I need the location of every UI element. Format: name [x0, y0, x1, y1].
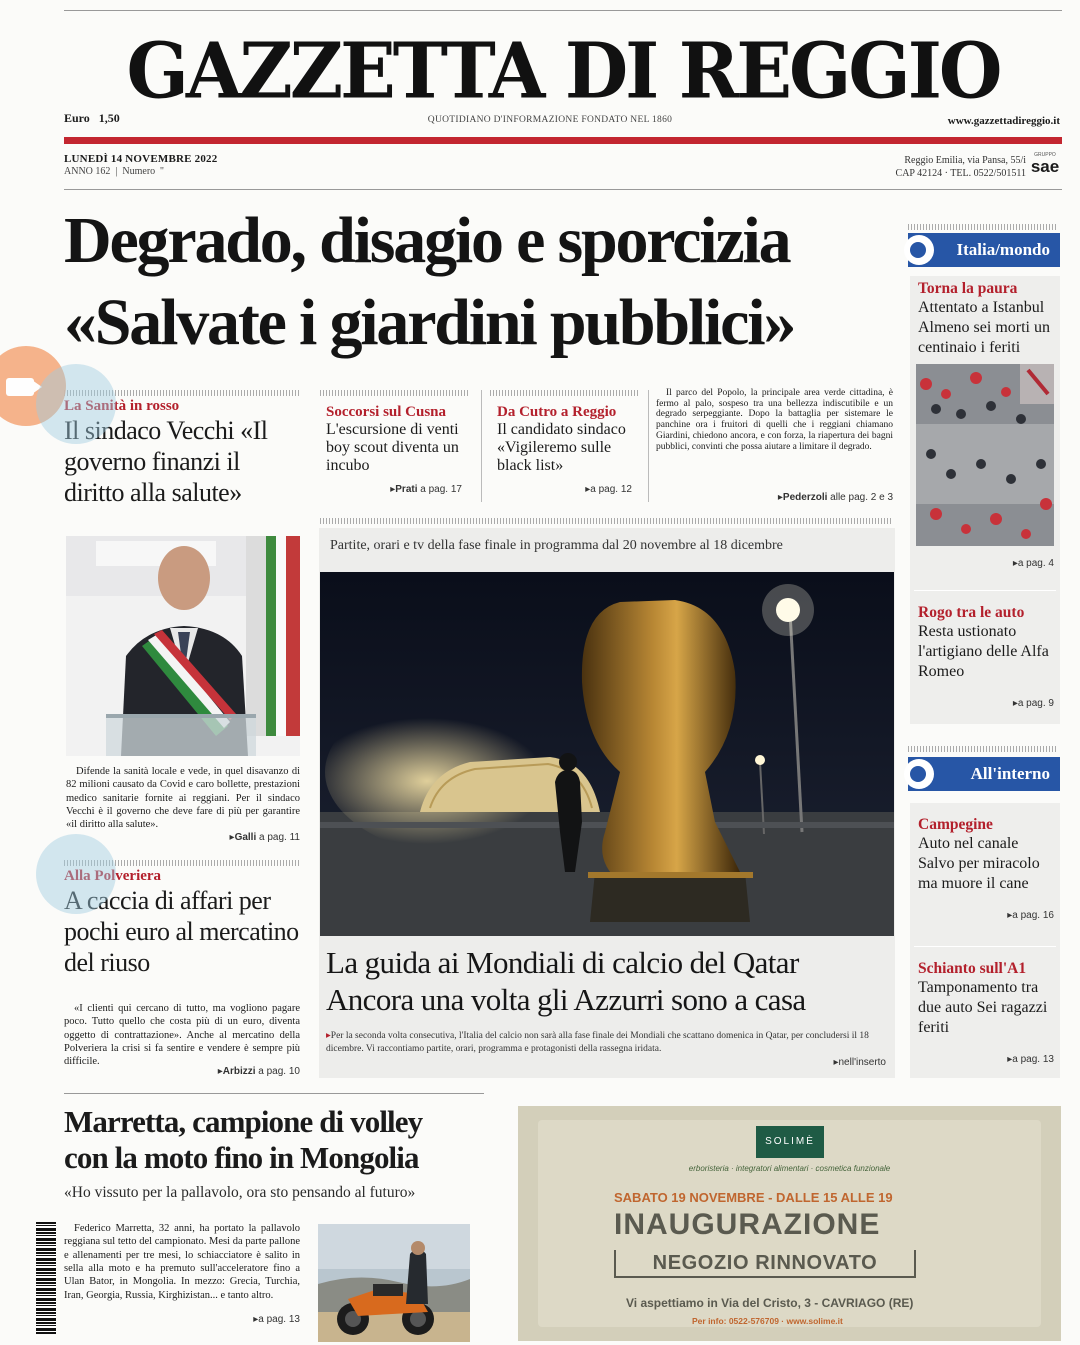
website-link[interactable]: www.gazzettadireggio.it	[947, 115, 1060, 127]
right-rule-2	[908, 746, 1058, 752]
story-rogo-kicker: Rogo tra le auto	[918, 604, 1025, 621]
a1-pageref[interactable]: ▸a pag. 13	[1007, 1054, 1054, 1065]
pederzoli-page: alle pag. 2 e 3	[830, 492, 893, 503]
mid-rule-1	[320, 390, 470, 396]
mid-divider	[481, 390, 482, 502]
bottom-rule	[64, 1093, 484, 1094]
world-cup-ref-text: nell'inserto	[838, 1057, 886, 1068]
park-body: Il parco del Popolo, la principale area verde cittadina, è fermo al palo, sospeso tra una bellezza indiscutibile e un degrado serpeggiante. Dopo la battaglia per sistemare le panchine ora i fruitori di quelli che i reggiani chiamano Giardini, chiedono ancora, e con forza, la riapertura dei bagni pubblici, convinti che possa aiutare a limitare il degrado.	[656, 388, 893, 452]
section-marker-icon	[904, 235, 934, 265]
masthead-red-rule	[64, 137, 1062, 144]
world-cup-ref[interactable]: ▸nell'inserto	[833, 1057, 886, 1068]
bullet-arrow-icon: ▸	[326, 1031, 331, 1041]
ad-subtitle: erboristeria · integratori alimentari · cosmetica funzionale	[688, 1164, 891, 1173]
sae-logo: sae	[1030, 157, 1060, 176]
story-cusna[interactable]	[326, 404, 476, 475]
right-divider-1	[914, 590, 1056, 591]
ad-brand-logo: SOLIMÈ	[756, 1126, 824, 1158]
story-sanita-kicker: La Sanità in rosso	[64, 398, 180, 414]
world-cup-headline-line2: Ancora una volta gli Azzurri sono a casa	[326, 982, 806, 1017]
story-istanbul-kicker: Torna la paura	[918, 280, 1018, 297]
rogo-pageref[interactable]: ▸a pag. 9	[1012, 698, 1054, 709]
world-cup-photo	[320, 572, 894, 936]
section-allinterno[interactable]	[908, 757, 1060, 791]
masthead-date: LUNEDÌ 14 NOVEMBRE 2022	[64, 153, 218, 165]
polveriera-body: «I clienti qui cercano di tutto, ma vogliono pagare poco. Tutto quello che costa più di un euro, diventa oggetto di contrattazione». Anche al mercatino della Polveriera la crisi si fa sentire e vendere è sempre più difficile.	[64, 1003, 300, 1068]
a1-page: a pag. 13	[1012, 1054, 1054, 1065]
wc-rule	[320, 518, 893, 524]
campegine-page: a pag. 16	[1012, 910, 1054, 921]
price: Euro 1,50	[64, 111, 120, 125]
main-headline-line1: Degrado, disagio e sporcizia	[64, 204, 790, 277]
main-headline	[64, 200, 904, 364]
story-a1[interactable]	[918, 960, 1058, 1038]
galli-author: Galli	[234, 832, 257, 843]
section-allinterno-label: All'interno	[970, 764, 1050, 783]
cutro-pageref[interactable]: ▸a pag. 12	[585, 484, 632, 495]
world-cup-trophy-image	[320, 572, 894, 936]
ad-date: SABATO 19 NOVEMBRE - DALLE 15 ALLE 19	[614, 1190, 893, 1205]
right-rule-1	[908, 224, 1058, 230]
bottom-headline[interactable]	[64, 1104, 494, 1176]
address	[896, 154, 1026, 180]
world-cup-headline[interactable]	[326, 944, 894, 1018]
arbizzi-page: a pag. 10	[258, 1066, 300, 1077]
istanbul-page: a pag. 4	[1017, 558, 1054, 569]
campegine-pageref[interactable]: ▸a pag. 16	[1007, 910, 1054, 921]
story-campegine-kicker: Campegine	[918, 816, 993, 833]
bottom-headline-line2: con la moto fino in Mongolia	[64, 1140, 419, 1175]
section-italia-mondo[interactable]	[908, 233, 1060, 267]
story-polveriera-kicker: Alla Polveriera	[64, 868, 162, 884]
mayor-photo-image	[66, 536, 300, 756]
story-rogo-body: Resta ustionato l'artigiano delle Alfa Romeo	[918, 623, 1049, 680]
section-marker-icon-2	[904, 759, 934, 789]
ad-info: Per info: 0522-576709 · www.solime.it	[692, 1316, 843, 1326]
issue-number: ANNO 162 | Numero ''	[64, 166, 164, 177]
group-logo	[1030, 152, 1060, 176]
address-line1: Reggio Emilia, via Pansa, 55/i	[904, 155, 1026, 166]
bottom-body: Federico Marretta, 32 anni, ha portato la pallavolo reggiana sul tetto del campionato. Mesi da parte pallone e allenamenti per tre mesi, lo schiacciatore è salito in sella alla moto e ha premuto sull'acceleratore fino a Ulan Bator, in Mongolia. In mezzo: Grecia, Turchia, Iran, Georgia, Russia, Kirghizistan... e tanto altro.	[64, 1223, 300, 1301]
barcode	[36, 1222, 56, 1334]
prati-author: Prati	[395, 484, 418, 495]
motorbike-photo	[318, 1224, 470, 1342]
masthead-title: GAZZETTA DI REGGIO	[126, 25, 1000, 117]
mid-rule-2	[490, 390, 640, 396]
advertisement[interactable]	[518, 1106, 1061, 1341]
cutro-page: a pag. 12	[590, 484, 632, 495]
galli-pageref[interactable]: ▸Galli a pag. 11	[229, 832, 300, 843]
mayor-caption: Difende la sanità locale e vede, in quel disavanzo di 82 milioni causato da Covid e caro bollette, prestazioni medico sanitarie fornite ai reggiani. Per il sindaco Vecchi è il governo che deve fare di più per garantire «il diritto alla salute».	[66, 766, 300, 831]
story-cutro-body: Il candidato sindaco «Vigileremo sulle black list»	[497, 421, 626, 474]
story-cusna-kicker: Soccorsi sul Cusna	[326, 404, 447, 420]
story-sanita-headline: Il sindaco Vecchi «Il governo finanzi il diritto alla salute»	[64, 416, 268, 507]
story-a1-body: Tamponamento tra due auto Sei ragazzi feriti	[918, 979, 1048, 1036]
pederzoli-author: Pederzoli	[782, 492, 828, 503]
bottom-quote: «Ho vissuto per la pallavolo, ora sto pensando al futuro»	[64, 1184, 416, 1201]
story-cutro[interactable]	[497, 404, 647, 475]
ad-address: Vi aspettiamo in Via del Cristo, 3 - CAVRIAGO (RE)	[626, 1296, 914, 1310]
story-polveriera-headline: A caccia di affari per pochi euro al mercatino del riuso	[64, 886, 299, 977]
section-italia-mondo-label: Italia/mondo	[956, 240, 1050, 259]
story-cutro-kicker: Da Cutro a Reggio	[497, 404, 617, 420]
pederzoli-pageref[interactable]: ▸Pederzoli alle pag. 2 e 3	[777, 492, 893, 503]
rogo-page: a pag. 9	[1017, 698, 1054, 709]
bottom-page: a pag. 13	[258, 1314, 300, 1325]
galli-page: a pag. 11	[259, 832, 300, 843]
bottom-headline-line1: Marretta, campione di volley	[64, 1104, 423, 1139]
world-cup-headline-line1: La guida ai Mondiali di calcio del Qatar	[326, 945, 799, 980]
world-cup-body-text: Per la seconda volta consecutiva, l'Italia del calcio non sarà alla fase finale dei Mondiali che scattano domenica in Qatar, per concludersi il 18 dicembre. Vi raccontiamo partite, orari, programma e protagonisti della rassegna iridata.	[326, 1031, 869, 1054]
arbizzi-author: Arbizzi	[222, 1066, 256, 1077]
story-rogo[interactable]	[918, 604, 1058, 682]
istanbul-pageref[interactable]: ▸a pag. 4	[1012, 558, 1054, 569]
prati-pageref[interactable]: ▸Prati a pag. 17	[390, 484, 462, 495]
story-campegine-body: Auto nel canale Salvo per miracolo ma muore il cane	[918, 835, 1040, 892]
date-rule	[64, 189, 1062, 190]
mayor-photo	[66, 536, 300, 756]
top-rule	[64, 10, 1062, 11]
ad-subtitle2: NEGOZIO RINNOVATO	[614, 1250, 916, 1278]
istanbul-photo	[916, 364, 1054, 546]
story-istanbul-body: Attentato a Istanbul Almeno sei morti un centinaio i feriti	[918, 299, 1050, 356]
motorbike-image	[318, 1224, 470, 1342]
main-headline-line2: «Salvate i giardini pubblici»	[64, 286, 795, 359]
address-line2: CAP 42124 · TEL. 0522/501511	[895, 168, 1026, 179]
group-label: GRUPPO	[1034, 152, 1056, 158]
story-campegine[interactable]	[918, 816, 1058, 894]
prati-page: a pag. 17	[420, 484, 462, 495]
world-cup-banner: Partite, orari e tv della fase finale in programma dal 20 novembre al 18 dicembre	[330, 538, 783, 553]
world-cup-body	[326, 1030, 888, 1056]
istanbul-crowd-image	[916, 364, 1054, 546]
arbizzi-pageref[interactable]: ▸Arbizzi a pag. 10	[217, 1066, 300, 1077]
story-a1-kicker: Schianto sull'A1	[918, 960, 1027, 977]
story-cusna-body: L'escursione di venti boy scout diventa un incubo	[326, 421, 459, 474]
video-camera-icon	[6, 378, 34, 396]
tagline: QUOTIDIANO D'INFORMAZIONE FONDATO NEL 1860	[427, 115, 673, 125]
right-divider-2	[914, 946, 1056, 947]
pin-marker-2[interactable]	[36, 834, 116, 914]
bottom-pageref[interactable]: ▸a pag. 13	[253, 1314, 300, 1325]
story-istanbul[interactable]	[918, 280, 1058, 358]
pin-marker-1[interactable]	[36, 364, 116, 444]
ad-title: INAUGURAZIONE	[614, 1208, 881, 1241]
mid-divider-2	[648, 390, 649, 502]
